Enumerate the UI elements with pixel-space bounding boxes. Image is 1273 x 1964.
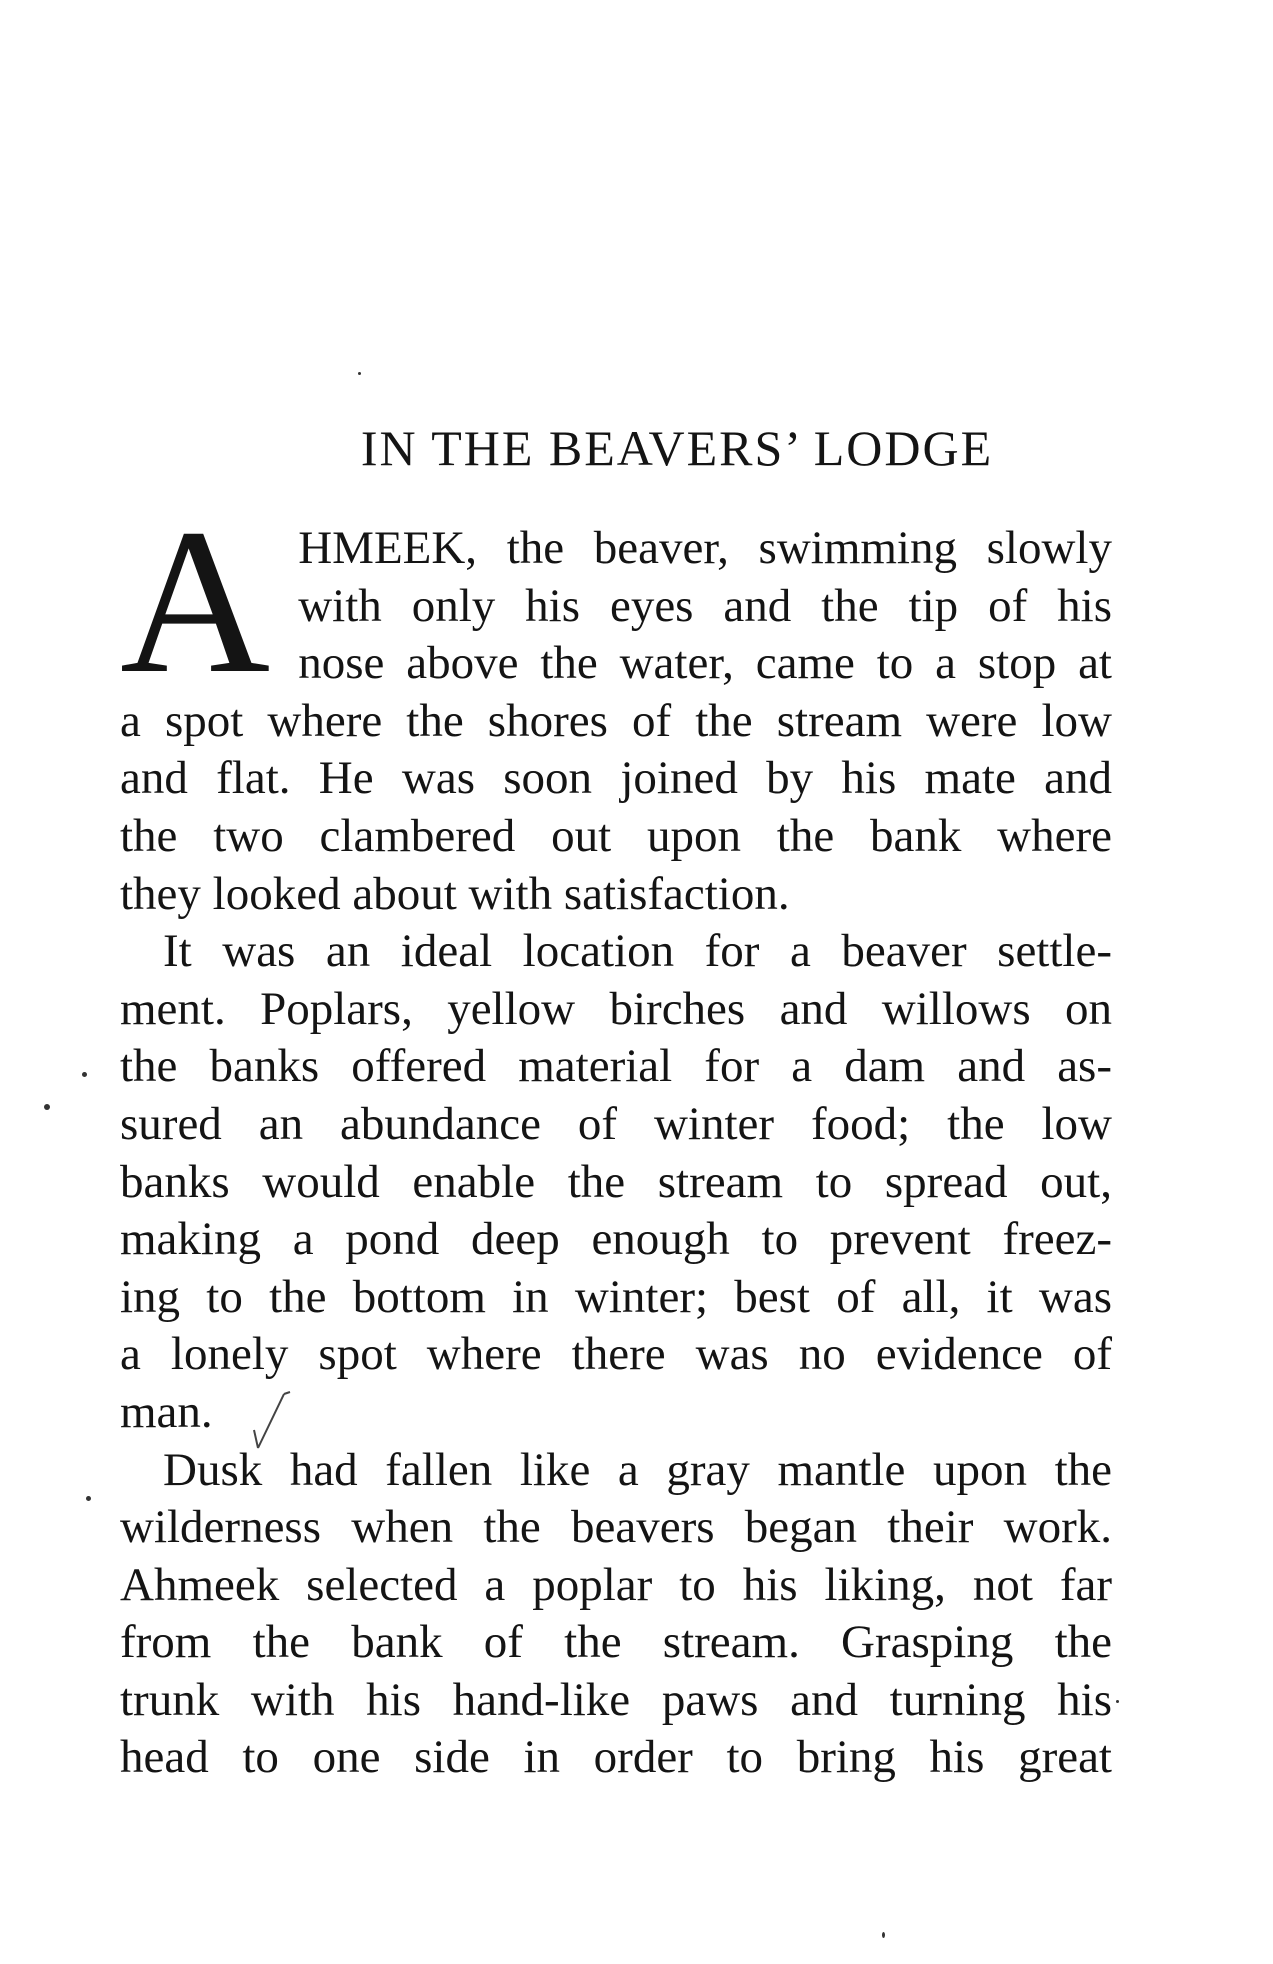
paragraph-2-line: man. — [120, 1385, 213, 1438]
paragraph-2 — [120, 923, 1112, 1441]
paragraph-2-line: making a pond deep enough to prevent freez- — [120, 1213, 1112, 1266]
paragraph-3-line: wilderness when the beavers began their work. — [120, 1501, 1112, 1554]
print-speck — [882, 1932, 885, 1938]
paragraph-1 — [120, 486, 1112, 923]
paragraph-2-line: ing to the bottom in winter; best of all, it was — [120, 1270, 1112, 1323]
paragraph-3-line: head to one side in order to bring his great — [120, 1731, 1112, 1784]
paragraph-2-line: a lonely spot where there was no evidence of — [120, 1328, 1112, 1381]
paragraph-3-line: from the bank of the stream. Grasping the — [120, 1616, 1112, 1669]
print-speck — [86, 1496, 91, 1501]
chapter-title: IN THE BEAVERS’ LODGE — [360, 420, 994, 476]
paragraph-3 — [120, 1442, 1112, 1788]
print-speck — [44, 1104, 50, 1110]
print-speck — [358, 372, 361, 375]
paragraph-3-line: trunk with his hand-like paws and turning his — [120, 1673, 1112, 1726]
paragraph-2-line: banks would enable the stream to spread out, — [120, 1155, 1112, 1208]
pencil-check-mark-icon — [250, 1390, 320, 1450]
drop-cap: A — [120, 486, 271, 716]
paragraph-1-line: the two clambered out upon the bank where — [120, 809, 1112, 862]
paragraph-2-line: sured an abundance of winter food; the low — [120, 1097, 1112, 1150]
paragraph-3-line: Ahmeek selected a poplar to his liking, not far — [120, 1558, 1112, 1611]
body-text — [120, 486, 1112, 1787]
paragraph-1-line: HMEEK, the beaver, swimming slowly — [298, 522, 1112, 574]
paragraph-1-line: nose above the water, came to a stop at — [298, 637, 1112, 690]
paragraph-1-line: a spot where the shores of the stream were low — [120, 694, 1112, 747]
paragraph-1-line: they looked about with satisfaction. — [120, 867, 790, 920]
paragraph-2-line: It was an ideal location for a beaver settle- — [163, 925, 1112, 978]
paragraph-1-line: and flat. He was soon joined by his mate and — [120, 752, 1112, 805]
paragraph-3-line: Dusk had fallen like a gray mantle upon the — [163, 1443, 1112, 1496]
print-speck — [1116, 1700, 1119, 1703]
print-speck — [82, 1072, 87, 1077]
paragraph-1-line: with only his eyes and the tip of his — [298, 579, 1112, 632]
paragraph-2-line: ment. Poplars, yellow birches and willows on — [120, 982, 1112, 1035]
paragraph-2-line: the banks offered material for a dam and as- — [120, 1040, 1112, 1093]
